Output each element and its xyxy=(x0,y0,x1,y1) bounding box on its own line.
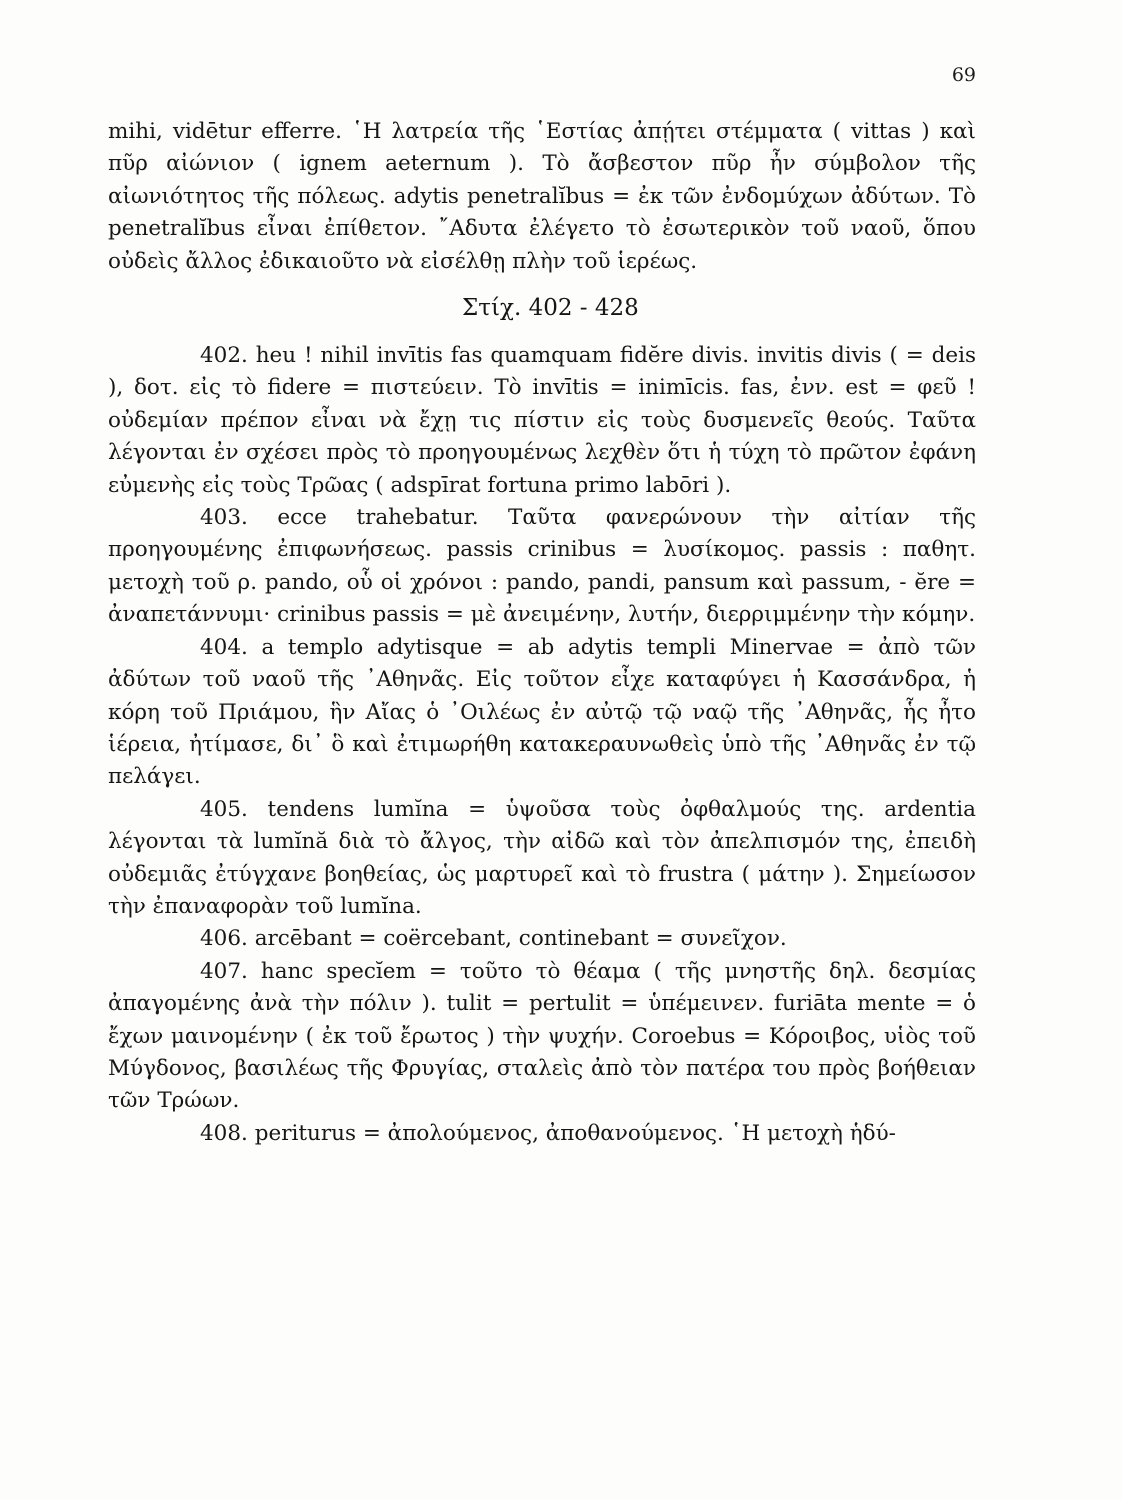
body-text xyxy=(108,116,976,1150)
section-heading: Στίχ. 402 - 428 xyxy=(462,295,639,322)
paragraph-408: 408. periturus = ἀπολούμενος, ἀποθανούμενος. ῾Η μετοχὴ ἡδύ- xyxy=(200,1120,896,1146)
paragraph-406: 406. arcēbant = coërcebant, continebant = συνεῖχον. xyxy=(200,926,787,952)
paragraph-407: 407. hanc specĭem = τοῦτο τὸ θέαμα ( τῆς μνηστῆς δηλ. δεσμίας ἀπαγομένης ἀνὰ τὴν πόλιν ). tulit = pertulit = ὑπέμεινεν. furiāta mente = ὁ ἔχων μαινομένην ( ἐκ τοῦ ἔρωτος ) τὴν ψυχήν. Coroebus = Κόροιβος, υἱὸς τοῦ Μύγδονος, βασιλέως τῆς Φρυγίας, σταλεὶς ἀπὸ τὸν πατέρα του πρὸς βοήθειαν τῶν Τρώων. xyxy=(108,958,976,1114)
paragraph-continuation: mihi, vidētur efferre. ῾Η λατρεία τῆς ῾Εστίας ἀπῄτει στέμματα ( vittas ) καὶ πῦρ αἰώνιον ( ignem aeternum ). Τὸ ἄσβεστον πῦρ ἦν σύμβολον τῆς αἰωνιότητος τῆς πόλεως. adytis penetralĭbus = ἐκ τῶν ἐνδομύχων ἀδύτων. Τὸ penetralĭbus εἶναι ἐπίθετον. ῎Αδυτα ἐλέγετο τὸ ἐσωτερικὸν τοῦ ναοῦ, ὅπου οὐδεὶς ἄλλος ἐδικαιοῦτο νὰ εἰσέλθῃ πλὴν τοῦ ἱερέως. xyxy=(108,119,976,274)
paragraph-405: 405. tendens lumĭna = ὑψοῦσα τοὺς ὀφθαλμούς της. ardentia λέγονται τὰ lumĭnă διὰ τὸ ἄλγος, τὴν αἰδῶ καὶ τὸν ἀπελπισμόν της, ἐπειδὴ οὐδεμιᾶς ἐτύγχανε βοηθείας, ὡς μαρτυρεῖ καὶ τὸ frustra ( μάτην ). Σημείωσον τὴν ἐπαναφορὰν τοῦ lumĭna. xyxy=(108,796,976,919)
paragraph-404: 404. a templo adytisque = ab adytis templi Minervae = ἀπὸ τῶν ἀδύτων τοῦ ναοῦ τῆς ᾿Αθηνᾶς. Εἰς τοῦτον εἶχε καταφύγει ἡ Κασσάνδρα, ἡ κόρη τοῦ Πριάμου, ἣν Αἴας ὁ ᾿Οιλέως ἐν αὐτῷ τῷ ναῷ τῆς ᾿Αθηνᾶς, ἧς ἦτο ἱέρεια, ἠτίμασε, δι᾿ ὃ καὶ ἐτιμωρήθη κατακεραυνωθεὶς ὑπὸ τῆς ᾿Αθηνᾶς ἐν τῷ πελάγει. xyxy=(108,634,976,790)
page-number: 69 xyxy=(951,64,976,86)
paragraph-402: 402. heu ! nihil invītis fas quamquam fidĕre divis. invitis divis ( = deis ), δοτ. εἰς τὸ fidere = πιστεύειν. Τὸ invītis = inimīcis. fas, ἐνν. est = φεῦ ! οὐδεμίαν πρέπον εἶναι νὰ ἔχῃ τις πίστιν εἰς τοὺς δυσμενεῖς θεούς. Ταῦτα λέγονται ἐν σχέσει πρὸς τὸ προηγουμένως λεχθὲν ὅτι ἡ τύχη τὸ πρῶτον ἐφάνη εὐμενὴς εἰς τοὺς Τρῶας ( adspīrat fortuna primo labōri ). xyxy=(108,343,976,498)
paragraph-403: 403. ecce trahebatur. Ταῦτα φανερώνουν τὴν αἰτίαν τῆς προηγουμένης ἐπιφωνήσεως. passis crinibus = λυσίκομος. passis : παθητ. μετοχὴ τοῦ ρ. pando, οὗ οἱ χρόνοι : pando, pandi, pansum καὶ passum, - ĕre = ἀναπετάννυμι· crinibus passis = μὲ ἀνειμένην, λυτήν, διερριμμένην τὴν κόμην. xyxy=(108,505,976,628)
